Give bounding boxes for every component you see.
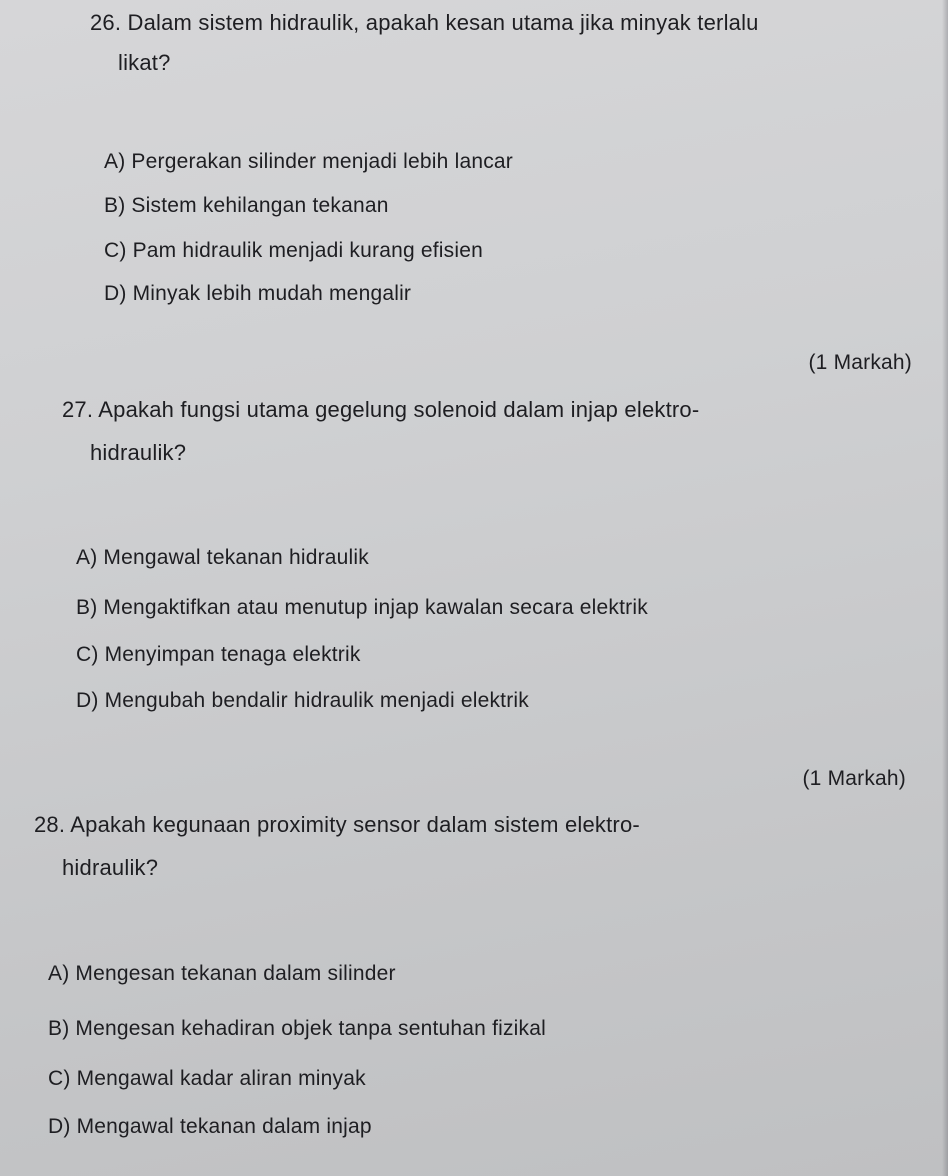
question-27-option-c: C) Menyimpan tenaga elektrik xyxy=(76,643,361,666)
question-27-marks: (1 Markah) xyxy=(802,767,906,790)
question-28-option-c: C) Mengawal kadar aliran minyak xyxy=(48,1067,366,1090)
question-27-text-line1: 27. Apakah fungsi utama gegelung solenoid dalam injap elektro- xyxy=(62,397,700,422)
question-27-option-b: B) Mengaktifkan atau menutup injap kawalan secara elektrik xyxy=(76,596,648,619)
question-26-option-c: C) Pam hidraulik menjadi kurang efisien xyxy=(104,239,483,262)
question-27-option-a: A) Mengawal tekanan hidraulik xyxy=(76,546,369,569)
question-26-option-b: B) Sistem kehilangan tekanan xyxy=(104,194,389,217)
question-26-option-d: D) Minyak lebih mudah mengalir xyxy=(104,282,412,305)
question-26-option-a: A) Pergerakan silinder menjadi lebih lancar xyxy=(104,150,513,173)
question-26-text-line2: likat? xyxy=(118,50,171,75)
page-edge-shadow xyxy=(942,0,948,1176)
question-28-option-b: B) Mengesan kehadiran objek tanpa sentuhan fizikal xyxy=(48,1017,546,1040)
question-28-text-line1: 28. Apakah kegunaan proximity sensor dalam sistem elektro- xyxy=(34,812,640,837)
question-28-option-a: A) Mengesan tekanan dalam silinder xyxy=(48,962,396,985)
question-26-text-line1: 26. Dalam sistem hidraulik, apakah kesan utama jika minyak terlalu xyxy=(90,10,759,35)
question-27-option-d: D) Mengubah bendalir hidraulik menjadi elektrik xyxy=(76,689,529,712)
question-27-text-line2: hidraulik? xyxy=(90,440,187,465)
question-26-marks: (1 Markah) xyxy=(808,351,912,374)
question-28-option-d: D) Mengawal tekanan dalam injap xyxy=(48,1115,372,1138)
question-28-text-line2: hidraulik? xyxy=(62,855,159,880)
